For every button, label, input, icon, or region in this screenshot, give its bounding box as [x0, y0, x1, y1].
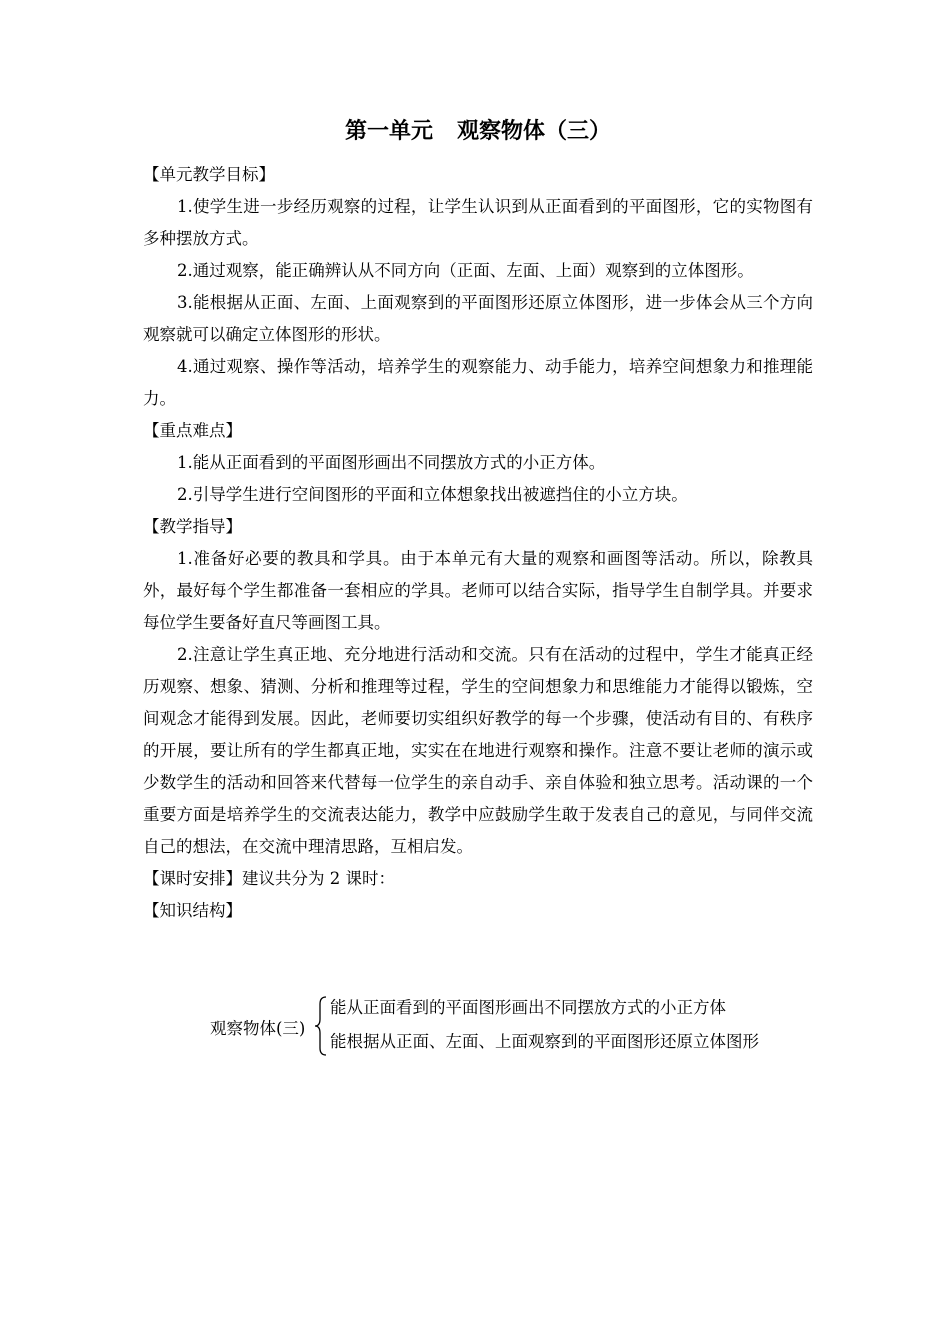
section-key-points	[143, 415, 813, 511]
page-title	[143, 112, 813, 152]
section-guidance	[143, 511, 813, 863]
section-schedule	[143, 863, 813, 895]
knowledge-structure-diagram	[210, 990, 810, 1065]
section-goals	[143, 159, 813, 415]
section-heading-guidance: 【教学指导】	[143, 517, 242, 536]
tree-branch: 能从正面看到的平面图形画出不同摆放方式的小正方体	[330, 998, 726, 1017]
goal-item: 1.使学生进一步经历观察的过程，让学生认识到从正面看到的平面图形，它的实物图有多种摆放方式。	[143, 197, 813, 248]
document-body	[143, 112, 813, 927]
curly-brace-icon	[314, 996, 328, 1056]
section-heading-structure: 【知识结构】	[143, 901, 242, 920]
goal-item: 2.通过观察，能正确辨认从不同方向（正面、左面、上面）观察到的立体图形。	[177, 261, 754, 280]
section-heading-goals: 【单元教学目标】	[143, 165, 275, 184]
tree-branch: 能根据从正面、左面、上面观察到的平面图形还原立体图形	[330, 1032, 759, 1051]
title-topic: 观察物体（三）	[457, 119, 612, 144]
goal-item: 4.通过观察、操作等活动，培养学生的观察能力、动手能力，培养空间想象力和推理能力。	[143, 357, 813, 408]
tree-root-label: 观察物体(三)	[210, 1019, 306, 1038]
goal-item: 3.能根据从正面、左面、上面观察到的平面图形还原立体图形，进一步体会从三个方向观察就可以确定立体图形的形状。	[143, 293, 813, 344]
section-heading-schedule: 【课时安排】	[143, 869, 242, 888]
key-point-item: 1.能从正面看到的平面图形画出不同摆放方式的小正方体。	[177, 453, 606, 472]
title-unit: 第一单元	[344, 119, 433, 144]
schedule-text: 建议共分为 2 课时：	[242, 869, 395, 888]
guidance-item: 2.注意让学生真正地、充分地进行活动和交流。只有在活动的过程中，学生才能真正经历观察、想象、猜测、分析和推理等过程，学生的空间想象力和思维能力才能得以锻炼，空间观念才能得到发展。因此，老师要切实组织好教学的每一个步骤，使活动有目的、有秩序的开展，要让所有的学生都真正地，实实在在地进行观察和操作。注意不要让老师的演示或少数学生的活动和回答来代替每一位学生的亲自动手、亲自体验和独立思考。活动课的一个重要方面是培养学生的交流表达能力，教学中应鼓励学生敢于发表自己的意见，与同伴交流自己的想法，在交流中理清思路，互相启发。	[143, 645, 813, 856]
section-heading-key-points: 【重点难点】	[143, 421, 242, 440]
key-point-item: 2.引导学生进行空间图形的平面和立体想象找出被遮挡住的小立方块。	[177, 485, 688, 504]
guidance-item: 1.准备好必要的教具和学具。由于本单元有大量的观察和画图等活动。所以，除教具外，最好每个学生都准备一套相应的学具。老师可以结合实际，指导学生自制学具。并要求每位学生要备好直尺等画图工具。	[143, 549, 813, 632]
